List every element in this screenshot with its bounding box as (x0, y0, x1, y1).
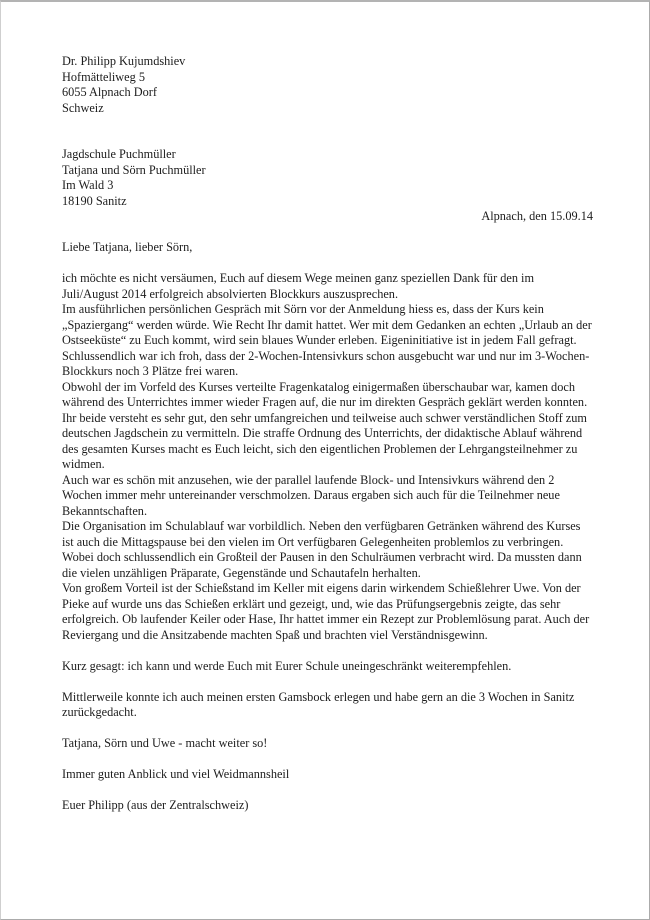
body-paragraph-teaching: Ihr beide versteht es sehr gut, den sehr umfangreichen und teilweise auch schwer verständlichen Stoff zum deutschen Jagdschein zu vermitteln. Die straffe Ordnung des Unterrichts, der didaktische Ablauf während des gesamten Kurses macht es Euch leicht, sich den eigentlichen Problemen der Lehrgangsteilnehmer zu widmen. (62, 410, 587, 471)
body-paragraph-courses-merging: Auch war es schön mit anzusehen, wie der parallel laufende Block- und Intensivkurs während den 2 Wochen immer mehr untereinander verschmolzen. Daraus ergaben sich auch für die Teilnehmer neue Bekanntschaften. (62, 472, 560, 518)
sender-name: Dr. Philipp Kujumdshiev (62, 54, 186, 68)
paragraph-recommendation: Kurz gesagt: ich kann und werde Euch mit Eurer Schule uneingeschränkt weiterempfehlen. (62, 658, 512, 673)
letter-content (1, 2, 649, 814)
body-paragraph-organisation: Die Organisation im Schulablauf war vorbildlich. Neben den verfügbaren Getränken während des Kurses ist auch die Mittagspause bei den vielen im Ort verfügbaren Gelegenheiten problemlos zu verbringen. Wobei doch schlussendlich ein Großteil der Pausen in den Schulräumen verbracht wird. Da mussten dann die vielen unzähligen Präparate, Gegenstände und Schautafeln herhalten. (62, 519, 582, 580)
recipient-street: Im Wald 3 (62, 178, 114, 192)
recipient-names: Tatjana und Sörn Puchmüller (62, 162, 206, 177)
letter-body (62, 271, 593, 643)
salutation: Liebe Tatjana, lieber Sörn, (62, 240, 193, 254)
paragraph-retrospective: Mittlerweile konnte ich auch meinen ersten Gamsbock erlegen und habe gern an die 3 Wochen in Sanitz zurückgedacht. (62, 689, 575, 719)
recipient-company: Jagdschule Puchmüller (62, 147, 176, 161)
body-paragraph-thanks: ich möchte es nicht versäumen, Euch auf diesem Wege meinen ganz speziellen Dank für den im Juli/August 2014 erfolgreich absolvierten Blockkurs auszusprechen. (62, 271, 535, 301)
date-line: Alpnach, den 15.09.14 (481, 209, 593, 223)
body-paragraph-course-booking: Schlussendlich war ich froh, dass der 2-Wochen-Intensivkurs schon ausgebucht war und nur im 3-Wochen-Blockkurs noch 3 Plätze frei waren. (62, 348, 590, 378)
farewell-line: Immer guten Anblick und viel Weidmannsheil (62, 767, 290, 781)
paragraph-encouragement: Tatjana, Sörn und Uwe - macht weiter so! (62, 736, 268, 750)
sender-country: Schweiz (62, 100, 104, 115)
sender-address (62, 54, 593, 116)
sender-street: Hofmätteliweg 5 (62, 69, 145, 84)
sender-city: 6055 Alpnach Dorf (62, 85, 157, 99)
body-paragraph-questions: Obwohl der im Vorfeld des Kurses verteilte Fragenkatalog einigermaßen überschaubar war, kamen doch während des Unterrichtes immer wieder Fragen auf, die nur im direkten Gespräch geklärt werden konnten. (62, 379, 588, 409)
body-paragraph-expectations: Im ausführlichen persönlichen Gespräch mit Sörn vor der Anmeldung hiess es, dass der Kurs kein „Spaziergang“ werden würde. Wie Recht Ihr damit hattet. Wer mit dem Gedanken an echten „Urlaub an der Ostseeküste“ zu Euch kommt, wird sein blaues Wunder erleben. Eigeninitiative ist in jedem Fall gefragt. (62, 302, 592, 347)
recipient-city: 18190 Sanitz (62, 193, 127, 208)
body-paragraph-shooting-range: Von großem Vorteil ist der Schießstand im Keller mit eigens darin wirkendem Schießlehrer Uwe. Von der Pieke auf wurde uns das Schießen erklärt und gezeigt, und, wie das Prüfungsergebnis zeigte, das sehr erfolgreich. Ob laufender Keiler oder Hase, Ihr hattet immer ein Rezept zur Problemlösung parat. Auch der Reviergang und die Ansitzabende machten Spaß und brachten viel Verständnisgewinn. (62, 581, 590, 642)
recipient-address (62, 147, 593, 209)
signature-line: Euer Philipp (aus der Zentralschweiz) (62, 798, 249, 812)
